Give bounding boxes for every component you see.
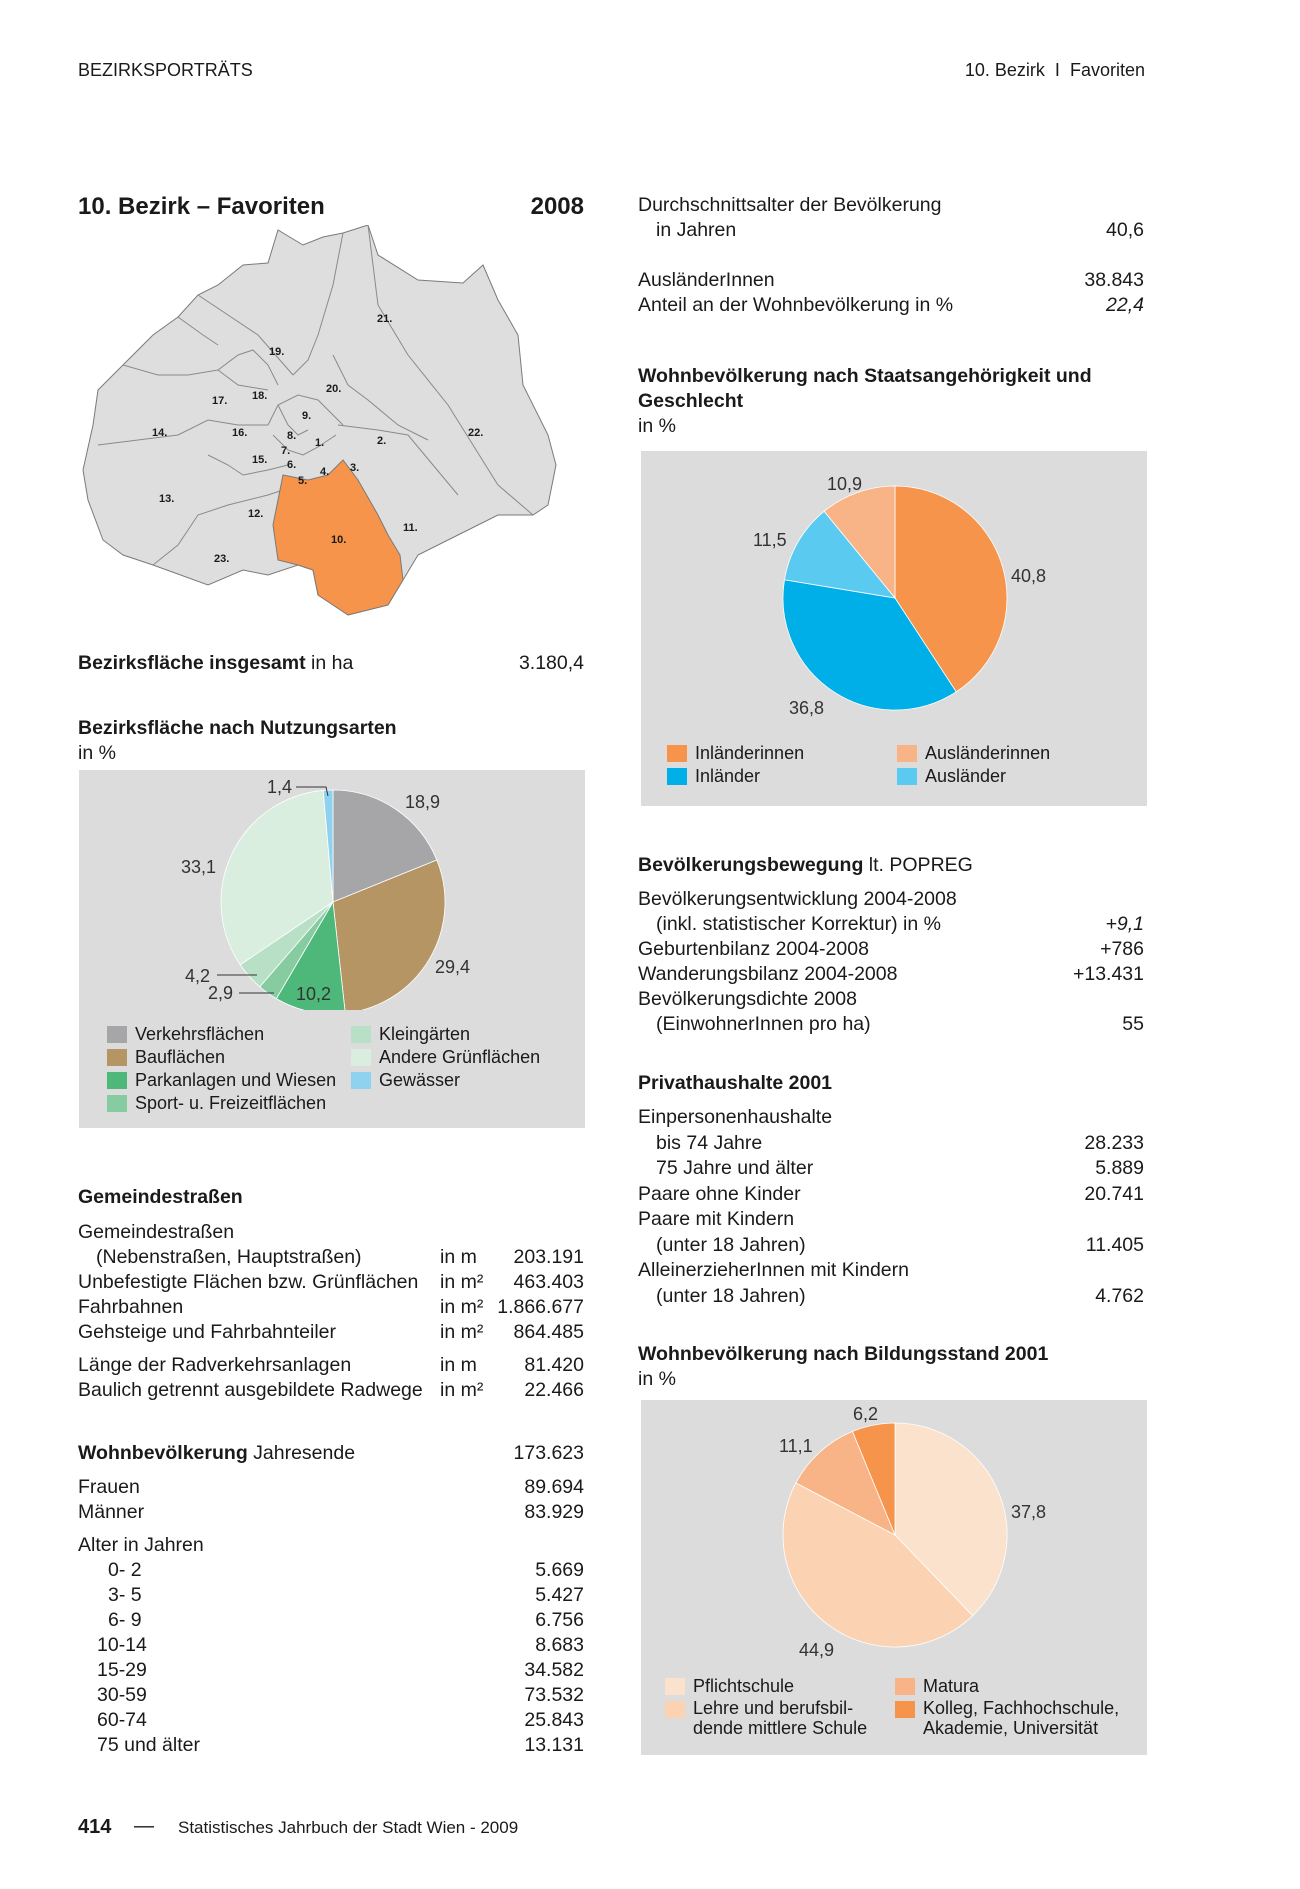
avg-age-sublabel: in Jahren [656, 219, 737, 241]
district-map [78, 225, 588, 630]
map-label: 18. [252, 390, 268, 402]
movement-row-label: (inkl. statistischer Korrektur) in % [656, 913, 941, 935]
streets-row-label: Baulich getrennt ausgebildete Radwege [78, 1379, 423, 1401]
map-label: 5. [298, 475, 308, 487]
streets-row-unit: in m² [440, 1321, 484, 1343]
foreigners-share-value: 22,4 [1106, 294, 1144, 316]
landuse-label-kleingarten: 4,2 [185, 966, 211, 986]
page-number: 414 [78, 1816, 112, 1838]
area-total-label: Bezirksfläche insgesamt in ha [78, 652, 354, 674]
landuse-label-park: 10,2 [296, 984, 332, 1004]
age-row-value: 25.843 [524, 1709, 584, 1731]
age-row-label: 6- 9 [108, 1609, 142, 1631]
streets-row-value: 1.866.677 [497, 1296, 584, 1318]
citizenship-title-line1: Wohnbevölkerung nach Staatsangehörigkeit und [638, 365, 1092, 387]
education-label-lehre: 44,9 [799, 1640, 835, 1660]
age-row-value: 8.683 [535, 1634, 584, 1656]
streets-row-label: Gemeindestraßen [78, 1221, 235, 1243]
age-row-value: 34.582 [524, 1659, 584, 1681]
legend-swatch [665, 1678, 685, 1695]
age-row-label: 10-14 [97, 1634, 147, 1656]
map-label: 17. [212, 395, 228, 407]
legend-label: Kleingärten [379, 1024, 471, 1044]
legend-swatch [665, 1701, 685, 1718]
foreigners-label: AusländerInnen [638, 269, 775, 291]
map-label: 21. [377, 313, 393, 325]
map-label: 13. [159, 493, 175, 505]
household-row-value: 20.741 [1084, 1182, 1144, 1205]
citizenship-title-line2: Geschlecht [638, 390, 744, 412]
landuse-chart-panel [79, 770, 585, 1128]
map-label: 8. [287, 430, 297, 442]
landuse-title: Bezirksfläche nach Nutzungsarten [78, 717, 397, 739]
map-label: 3. [350, 462, 360, 474]
area-total-value: 3.180,4 [518, 652, 584, 674]
streets-title: Gemeindestraßen [78, 1186, 243, 1208]
streets-row-label: Unbefestigte Flächen bzw. Grünflächen [78, 1271, 419, 1293]
streets-row-value: 463.403 [513, 1271, 584, 1293]
streets-row-unit: in m² [440, 1271, 484, 1293]
citizenship-label-auslaender: 11,5 [753, 530, 787, 550]
household-row-value: 28.233 [1084, 1131, 1144, 1154]
household-row-label: Paare mit Kindern [638, 1208, 795, 1230]
citizenship-pie-slices [783, 486, 1007, 710]
map-label: 10. [331, 534, 347, 546]
map-label: 9. [302, 410, 312, 422]
age-row-value: 5.669 [535, 1559, 584, 1581]
movement-row-value: +9,1 [1105, 913, 1144, 935]
legend-swatch [667, 745, 687, 762]
age-row-label: 3- 5 [108, 1584, 142, 1606]
legend-swatch [107, 1026, 127, 1043]
landuse-label-verkehr: 18,9 [405, 792, 441, 812]
page-title: 10. Bezirk – Favoriten [78, 193, 325, 220]
legend-label: Andere Grünflächen [379, 1047, 541, 1067]
household-row-label: (unter 18 Jahren) [656, 1284, 806, 1307]
map-label: 20. [326, 383, 342, 395]
legend-swatch [895, 1678, 915, 1695]
legend-label: Ausländer [925, 766, 1007, 786]
map-label: 11. [403, 522, 418, 534]
age-row-label: 75 und älter [97, 1734, 200, 1756]
legend-label: Pflichtschule [693, 1676, 795, 1696]
landuse-label-gruen: 33,1 [181, 857, 217, 877]
legend-label: Inländer [695, 766, 761, 786]
streets-row-label: (Nebenstraßen, Hauptstraßen) [96, 1246, 362, 1268]
education-chart-panel [641, 1400, 1147, 1755]
legend-label: Verkehrsflächen [135, 1024, 265, 1044]
men-value: 83.929 [524, 1501, 584, 1523]
movement-row-label: Geburtenbilanz 2004-2008 [638, 938, 869, 960]
age-row-label: 15-29 [97, 1659, 147, 1681]
footer-text: Statistisches Jahrbuch der Stadt Wien - 2009 [178, 1818, 519, 1837]
movement-title: Bevölkerungsbewegung lt. POPREG [638, 854, 973, 876]
legend-label: Lehre und berufsbil- dende mittlere Schule [693, 1698, 868, 1738]
landuse-label-bau: 29,4 [435, 957, 471, 977]
map-label: 2. [377, 435, 387, 447]
population-total: 173.623 [513, 1442, 584, 1464]
legend-swatch [107, 1072, 127, 1089]
age-row-value: 5.427 [535, 1584, 584, 1606]
legend-swatch [351, 1072, 371, 1089]
legend-swatch [107, 1049, 127, 1066]
map-label: 7. [281, 445, 291, 457]
map-label: 15. [252, 454, 268, 466]
legend-label: Bauflächen [135, 1047, 226, 1067]
legend-label: Matura [923, 1676, 980, 1696]
education-pie [641, 1400, 1147, 1680]
household-row-label: Einpersonenhaushalte [638, 1106, 833, 1128]
streets-row-label: Fahrbahnen [78, 1296, 184, 1318]
education-pie-slices [783, 1423, 1007, 1647]
map-label: 19. [269, 346, 285, 358]
age-row-value: 13.131 [524, 1734, 584, 1756]
household-row-label: 75 Jahre und älter [656, 1157, 814, 1179]
women-label: Frauen [78, 1476, 140, 1498]
legend-swatch [351, 1026, 371, 1043]
movement-row-value: 55 [1122, 1013, 1144, 1035]
movement-row-label: Wanderungsbilanz 2004-2008 [638, 963, 898, 985]
map-label: 4. [320, 466, 330, 478]
age-row-label: 0- 2 [108, 1559, 142, 1581]
legend-label: Ausländerinnen [925, 743, 1051, 763]
legend-swatch [107, 1095, 127, 1112]
foreigners-value: 38.843 [1084, 269, 1144, 291]
household-row-label: Paare ohne Kinder [638, 1182, 801, 1205]
header-district-name: Favoriten [1069, 60, 1145, 80]
streets-row-unit: in m [440, 1246, 477, 1268]
avg-age-value: 40,6 [1106, 219, 1144, 241]
movement-row-label: Bevölkerungsdichte 2008 [638, 988, 857, 1010]
men-label: Männer [78, 1501, 145, 1523]
landuse-pie-slices [221, 790, 445, 1010]
citizenship-label-inlaender: 36,8 [789, 698, 825, 718]
age-row-value: 6.756 [535, 1609, 584, 1631]
education-label-kolleg: 6,2 [853, 1404, 879, 1424]
household-row-value: 5.889 [1095, 1157, 1144, 1179]
page-year: 2008 [530, 193, 584, 220]
landuse-unit: in % [78, 742, 116, 764]
age-row-value: 73.532 [524, 1684, 584, 1706]
streets-row-label: Länge der Radverkehrsanlagen [78, 1354, 352, 1376]
movement-row-label: (EinwohnerInnen pro ha) [656, 1013, 871, 1035]
avg-age-label: Durchschnittsalter der Bevölkerung [638, 194, 942, 216]
legend-label: Kolleg, Fachhochschule, Akademie, Universität [923, 1698, 1120, 1738]
legend-swatch [667, 768, 687, 785]
household-row-label: bis 74 Jahre [656, 1131, 763, 1154]
population-title: Wohnbevölkerung Jahresende [78, 1442, 356, 1464]
header-separator: I [1054, 60, 1060, 80]
legend-swatch [897, 745, 917, 762]
legend-swatch [351, 1049, 371, 1066]
streets-row-value: 864.485 [513, 1321, 584, 1343]
age-row-label: 60-74 [97, 1709, 147, 1731]
movement-row-value: +786 [1100, 938, 1144, 960]
citizenship-chart-panel [641, 451, 1147, 806]
running-header-right [965, 60, 1145, 81]
streets-row-unit: in m [440, 1354, 477, 1376]
legend-swatch [897, 768, 917, 785]
education-label-pflicht: 37,8 [1011, 1502, 1047, 1522]
header-district: 10. Bezirk [964, 60, 1045, 80]
map-label: 1. [315, 437, 325, 449]
citizenship-pie [641, 451, 1147, 741]
legend-label: Inländerinnen [695, 743, 805, 763]
education-unit: in % [638, 1368, 676, 1390]
streets-row-unit: in m² [440, 1379, 484, 1401]
household-row-label: AlleinerzieherInnen mit Kindern [638, 1259, 909, 1281]
citizenship-label-auslaenderinnen: 10,9 [827, 474, 863, 494]
map-label: 12. [248, 508, 264, 520]
legend-label: Parkanlagen und Wiesen [135, 1070, 337, 1090]
age-row-label: 30-59 [97, 1684, 147, 1706]
legend-swatch [895, 1701, 915, 1718]
map-label: 23. [214, 553, 230, 565]
citizenship-unit: in % [638, 415, 676, 437]
foreigners-share-label: Anteil an der Wohnbevölkerung in % [638, 294, 954, 316]
streets-row-value: 203.191 [513, 1246, 584, 1268]
movement-row-value: +13.431 [1072, 963, 1144, 985]
footer-dash: — [134, 1815, 154, 1837]
landuse-label-sport: 2,9 [208, 983, 234, 1003]
legend-label: Gewässer [379, 1070, 461, 1090]
streets-row-value: 81.420 [524, 1354, 584, 1376]
map-label: 22. [468, 427, 484, 439]
landuse-label-gewaesser: 1,4 [267, 777, 293, 797]
running-header-left: BEZIRKSPORTRÄTS [78, 60, 253, 80]
landuse-pie [79, 770, 585, 1010]
household-row-value: 4.762 [1095, 1284, 1144, 1307]
map-label: 6. [287, 459, 297, 471]
household-row-label: (unter 18 Jahren) [656, 1233, 806, 1256]
streets-row-value: 22.466 [524, 1379, 584, 1401]
household-row-value: 11.405 [1085, 1233, 1144, 1256]
households-title: Privathaushalte 2001 [638, 1072, 833, 1094]
education-label-matura: 11,1 [779, 1436, 813, 1456]
map-label: 16. [232, 427, 248, 439]
education-title: Wohnbevölkerung nach Bildungsstand 2001 [638, 1343, 1049, 1365]
streets-row-label: Gehsteige und Fahrbahnteiler [78, 1321, 337, 1343]
women-value: 89.694 [524, 1476, 584, 1498]
legend-label: Sport- u. Freizeitflächen [135, 1093, 327, 1113]
map-label: 14. [152, 427, 168, 439]
movement-row-label: Bevölkerungsentwicklung 2004-2008 [638, 888, 957, 910]
streets-row-unit: in m² [440, 1296, 484, 1318]
citizenship-label-inlaenderinnen: 40,8 [1011, 566, 1047, 586]
age-title: Alter in Jahren [78, 1534, 204, 1556]
